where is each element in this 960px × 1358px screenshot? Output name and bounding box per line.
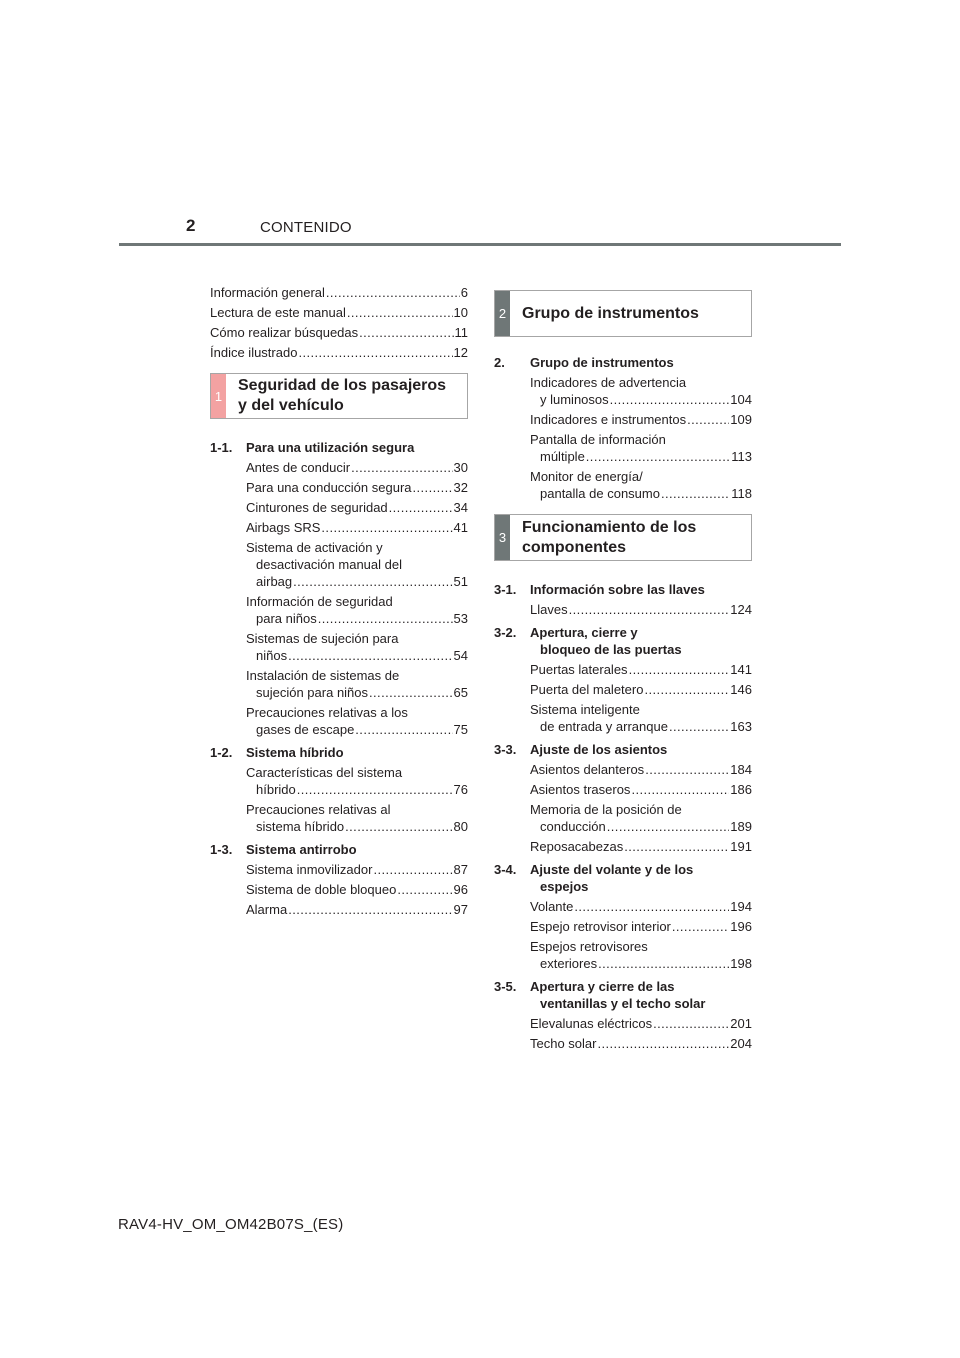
toc-entry[interactable]: Instalación de sistemas de sujeción para niños ..... 65 [210,667,468,701]
section-heading: 3-1. Información sobre las llaves [494,582,705,597]
toc-entry[interactable]: Para una conducción segura ..... 32 [210,479,468,496]
chapter-2-tab: 2 [495,291,510,336]
toc-entry[interactable]: Lectura de este manual ..... 10 [210,304,468,321]
chapter-3-box[interactable] [494,514,752,561]
toc-entry[interactable]: Espejo retrovisor interior ..... 196 [494,918,752,935]
chapter-2-box[interactable] [494,290,752,337]
chapter-2-title: Grupo de instrumentos [522,304,699,322]
page-number: 2 [186,216,196,235]
toc-entry[interactable]: Indicadores e instrumentos ..... 109 [494,411,752,428]
chapter-3-tab: 3 [495,515,510,560]
toc-entry[interactable]: Sistema inmovilizador ..... 87 [210,861,468,878]
toc-entry[interactable]: Techo solar ..... 204 [494,1035,752,1052]
chapter-3-title: Funcionamiento de los componentes [522,518,697,556]
toc-entry[interactable]: Información de seguridad para niños ..... 53 [210,593,468,627]
section-heading: 1-3. Sistema antirrobo [210,842,357,857]
toc-entry[interactable]: Puerta del maletero ..... 146 [494,681,752,698]
toc-entry[interactable]: Alarma ..... 97 [210,901,468,918]
section-heading: 2. Grupo de instrumentos [494,355,674,370]
section-heading: 3-4. Ajuste del volante y de los espejos [494,862,694,894]
toc-entry[interactable]: Precauciones relativas a los gases de escape ..... 75 [210,704,468,738]
section-heading: 3-3. Ajuste de los asientos [494,742,668,757]
toc-entry[interactable]: Volante ..... 194 [494,898,752,915]
toc-entry[interactable]: Espejos retrovisores exteriores ..... 198 [494,938,752,972]
toc-entry[interactable]: Puertas laterales ..... 141 [494,661,752,678]
toc-entry[interactable]: Características del sistema híbrido ..... 76 [210,764,468,798]
toc-entry[interactable]: Cinturones de seguridad ..... 34 [210,499,468,516]
right-column [494,290,752,1055]
toc-entry[interactable]: Asientos traseros ..... 186 [494,781,752,798]
document-code: RAV4-HV_OM_OM42B07S_(ES) [118,1216,344,1233]
toc-entry[interactable]: Sistema de activación y desactivación manual del airbag ..... 51 [210,539,468,590]
header-rule [119,243,841,246]
toc-entry[interactable]: Memoria de la posición de conducción ..... 189 [494,801,752,835]
toc-entry[interactable]: Sistema inteligente de entrada y arranque ..... 163 [494,701,752,735]
section-heading: 1-1. Para una utilización segura [210,440,415,455]
page-title: CONTENIDO [260,219,352,236]
toc-entry[interactable]: Sistemas de sujeción para niños ..... 54 [210,630,468,664]
section-heading: 1-2. Sistema híbrido [210,745,344,760]
toc-entry[interactable]: Monitor de energía/ pantalla de consumo ..... 118 [494,468,752,502]
toc-entry[interactable]: Pantalla de información múltiple ..... 113 [494,431,752,465]
chapter-1-tab: 1 [211,374,226,418]
left-column [210,284,468,921]
toc-entry[interactable]: Llaves ..... 124 [494,601,752,618]
toc-entry[interactable]: Antes de conducir ..... 30 [210,459,468,476]
toc-entry[interactable]: Índice ilustrado ..... 12 [210,344,468,361]
toc-entry[interactable]: Elevalunas eléctricos ..... 201 [494,1015,752,1032]
toc-entry[interactable]: Airbags SRS ..... 41 [210,519,468,536]
chapter-1-title: Seguridad de los pasajeros y del vehículo [238,377,447,414]
toc-entry[interactable]: Asientos delanteros ..... 184 [494,761,752,778]
toc-entry[interactable]: Sistema de doble bloqueo ..... 96 [210,881,468,898]
toc-entry[interactable]: Precauciones relativas al sistema híbrido ..... 80 [210,801,468,835]
chapter-1-box[interactable] [210,373,468,419]
toc-entry[interactable]: Cómo realizar búsquedas ..... 11 [210,324,468,341]
section-heading: 3-5. Apertura y cierre de las ventanillas y el techo solar [494,979,706,1011]
toc-entry[interactable]: Información general ..... 6 [210,284,468,301]
section-heading: 3-2. Apertura, cierre y bloqueo de las puertas [494,625,682,657]
toc-entry[interactable]: Reposacabezas ..... 191 [494,838,752,855]
toc-entry[interactable]: Indicadores de advertencia y luminosos ..... 104 [494,374,752,408]
